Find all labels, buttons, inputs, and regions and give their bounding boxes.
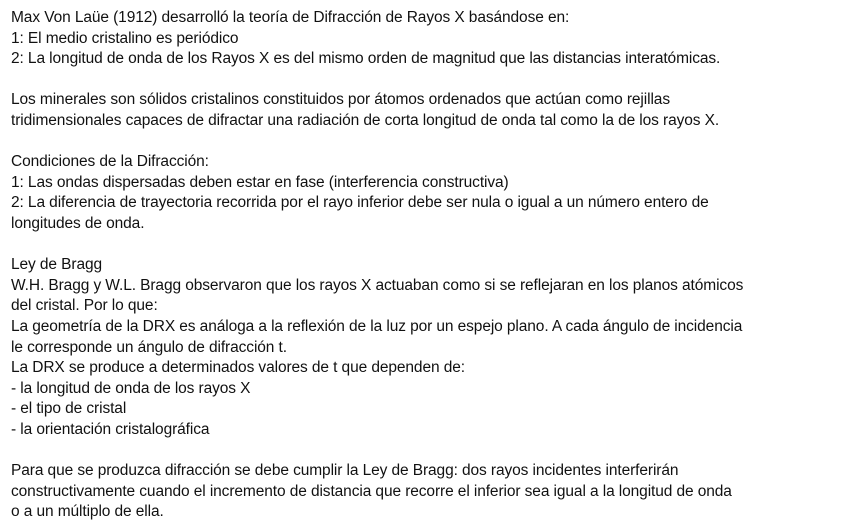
text-line: W.H. Bragg y W.L. Bragg observaron que los rayos X actuaban como si se reflejaran en los planos atómicos (11, 276, 744, 294)
text-line: tridimensionales capaces de difractar una radiación de corta longitud de onda tal como la de los rayos X. (11, 111, 720, 129)
text-line: constructivamente cuando el incremento de distancia que recorre el inferior sea igual a la longitud de onda (11, 482, 732, 500)
text-line: Para que se produzca difracción se debe cumplir la Ley de Bragg: dos rayos incidentes interferirán (11, 462, 679, 480)
text-line: del cristal. Por lo que: (11, 297, 158, 315)
text-line: 2: La diferencia de trayectoria recorrida por el rayo inferior debe ser nula o igual a un número entero de (11, 194, 709, 212)
text-line: Los minerales son sólidos cristalinos constituidos por átomos ordenados que actúan como rejillas (11, 91, 670, 109)
paragraph-ley-de-bragg (11, 255, 839, 440)
document-body (11, 8, 839, 523)
paragraph-condiciones (11, 152, 839, 234)
list-item: - el tipo de cristal (11, 400, 127, 418)
text-line: La geometría de la DRX es análoga a la reflexión de la luz por un espejo plano. A cada ángulo de incidencia (11, 317, 743, 335)
text-line: 1: El medio cristalino es periódico (11, 29, 239, 47)
text-line: 2: La longitud de onda de los Rayos X es del mismo orden de magnitud que las distancias interatómicas. (11, 50, 721, 68)
paragraph-minerales (11, 90, 839, 131)
text-line: La DRX se produce a determinados valores de t que dependen de: (11, 359, 465, 377)
text-line: o a un múltiplo de ella. (11, 503, 164, 521)
list-item: - la orientación cristalográfica (11, 420, 210, 438)
text-line: 1: Las ondas dispersadas deben estar en fase (interferencia constructiva) (11, 173, 509, 191)
paragraph-condicion-bragg (11, 461, 839, 523)
list-item: - la longitud de onda de los rayos X (11, 379, 251, 397)
text-line: le corresponde un ángulo de difracción t. (11, 338, 287, 356)
section-heading: Condiciones de la Difracción: (11, 153, 209, 171)
text-line: longitudes de onda. (11, 214, 145, 232)
section-heading: Ley de Bragg (11, 256, 103, 274)
paragraph-von-laue (11, 8, 839, 70)
text-line: Max Von Laüe (1912) desarrolló la teoría de Difracción de Rayos X basándose en: (11, 9, 570, 26)
